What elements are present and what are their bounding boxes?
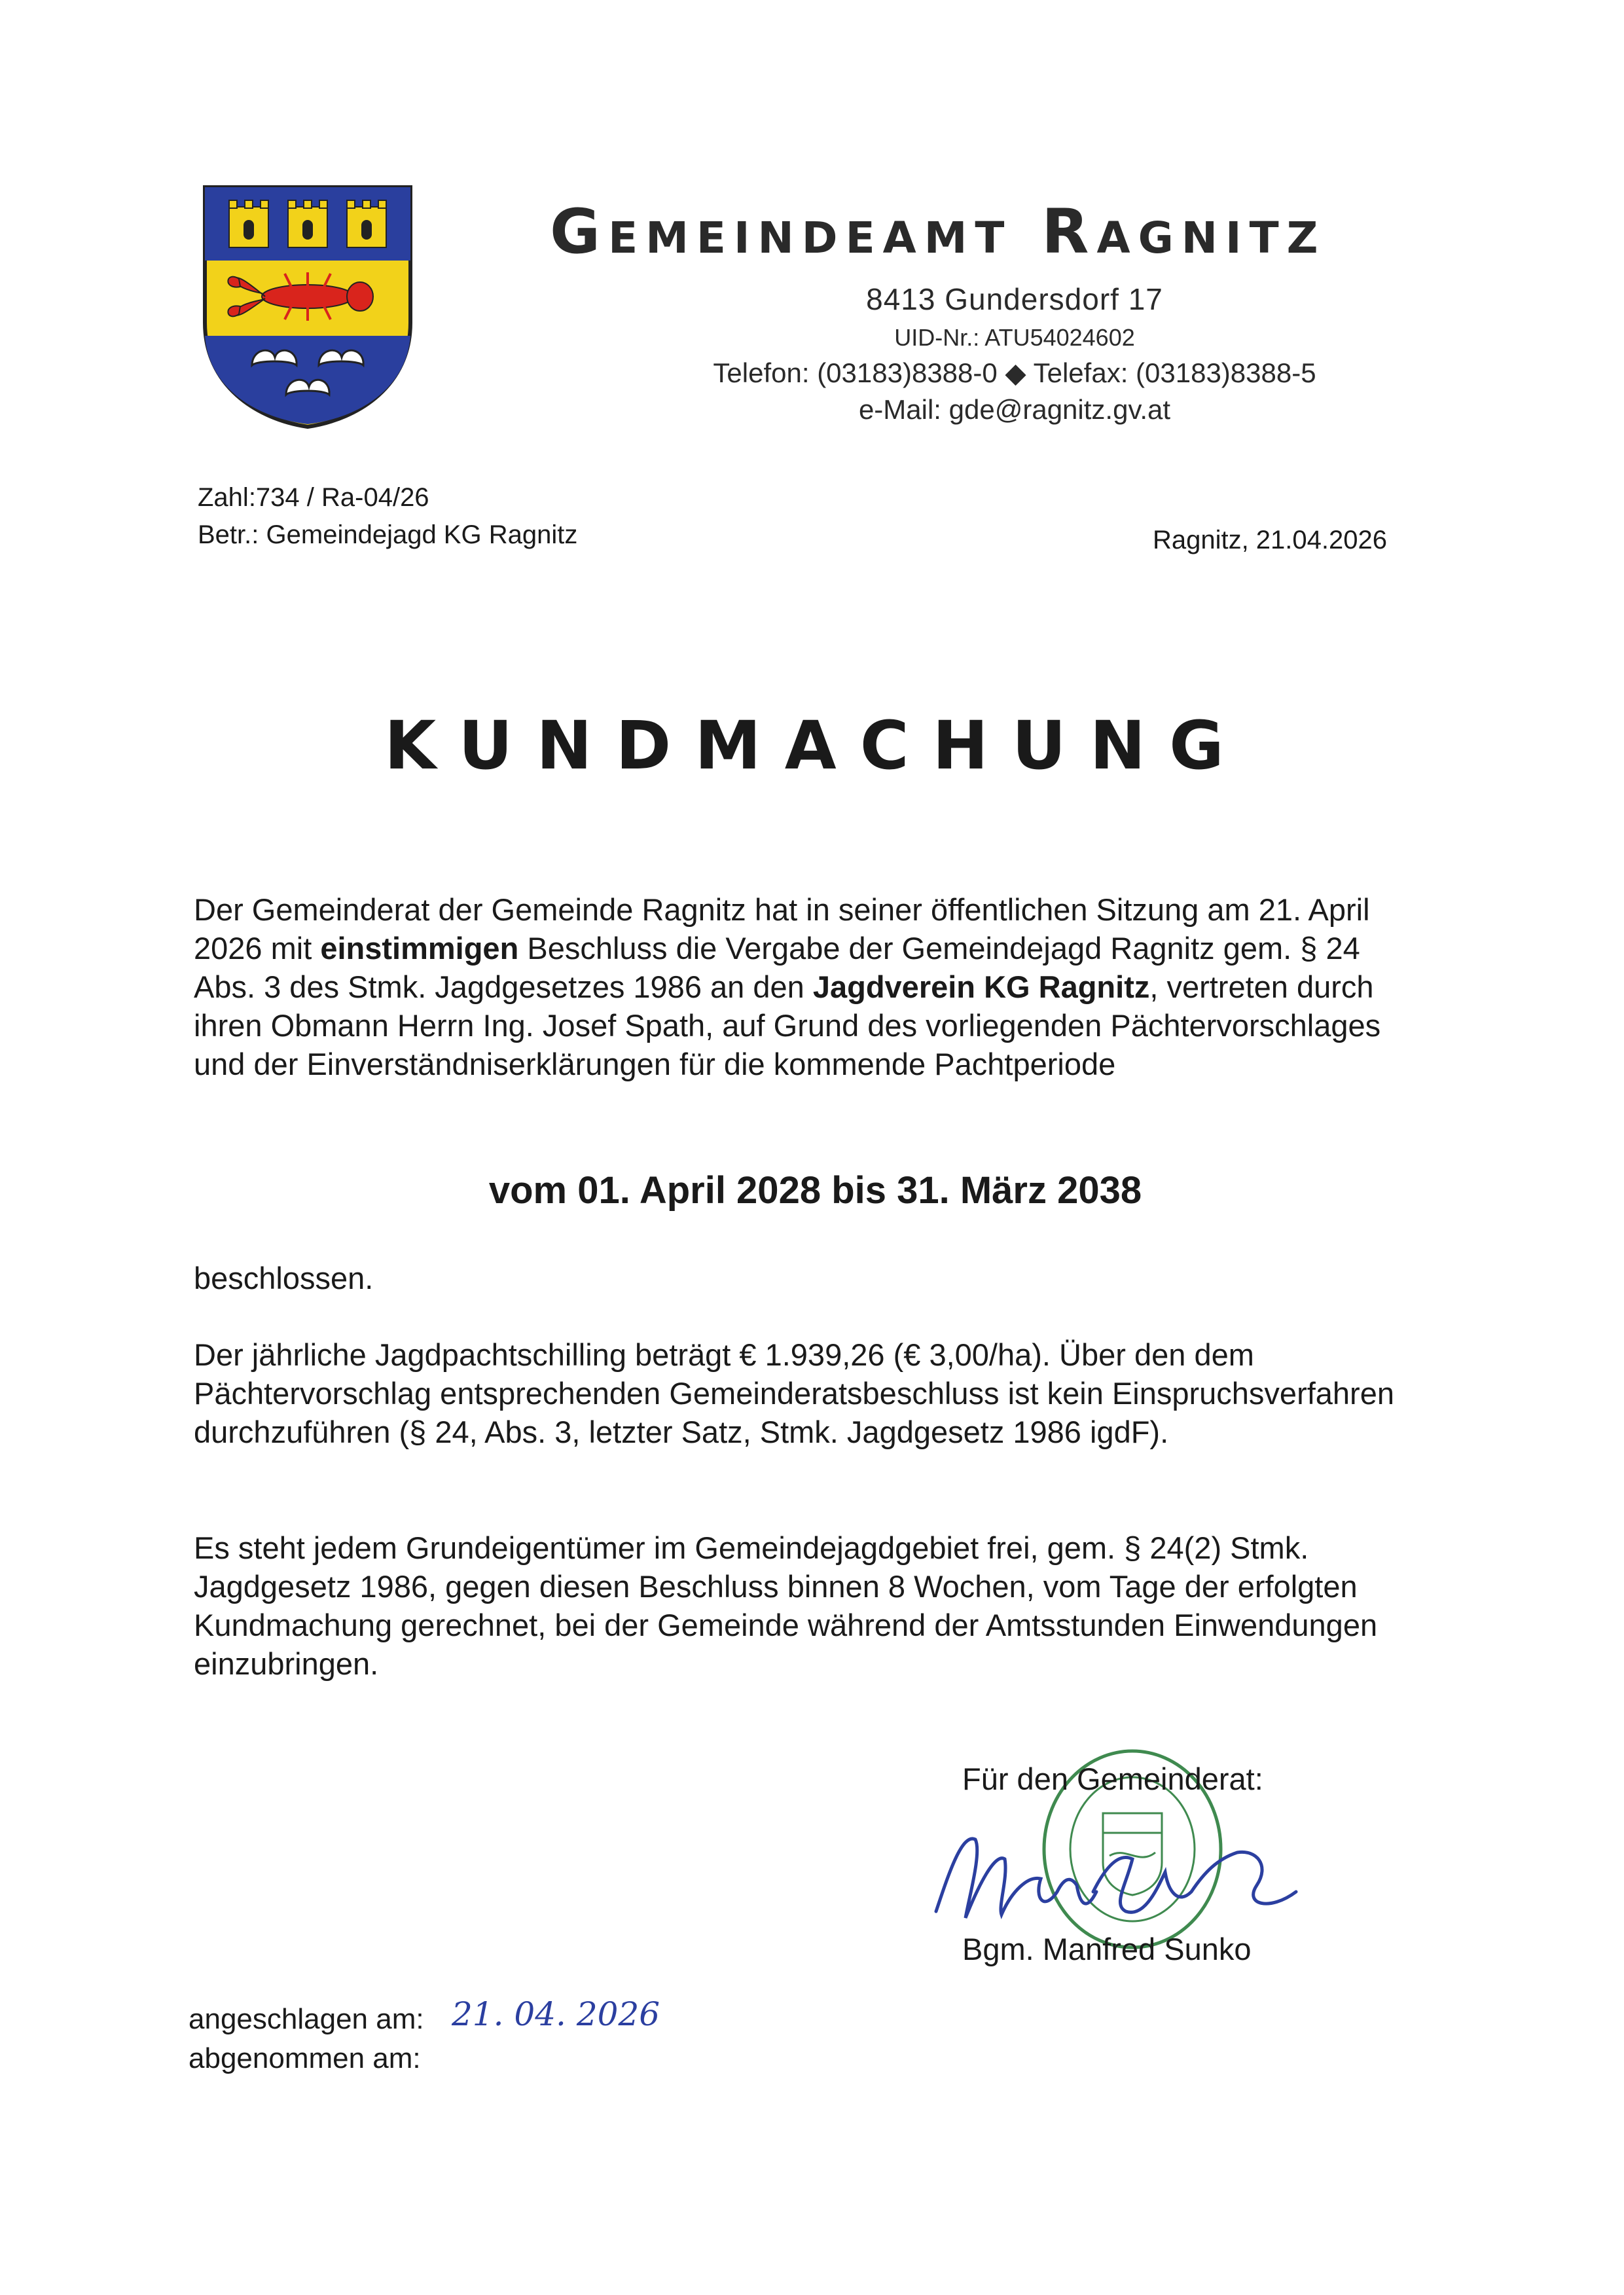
lease-period: vom 01. April 2028 bis 31. März 2038: [488, 1169, 1142, 1212]
subject-label: Betr.:: [198, 520, 259, 549]
decision-text-2: Beschluss die Vergabe der Gemeindejagd Ragnitz gem. § 24 Abs. 3 des Stmk. Jagdgesetzes 1986 an den: [194, 931, 1360, 1004]
signature-label: Für den Gemeinderat:: [962, 1762, 1263, 1796]
resolved-text: beschlossen.: [194, 1261, 374, 1295]
decision-unanimous: einstimmigen: [320, 931, 519, 966]
decision-text-1: Der Gemeinderat der Gemeinde Ragnitz hat in seiner öffentlichen Sitzung am 21. April 2026 mit: [194, 892, 1370, 966]
subject-line: [198, 520, 577, 550]
objection-paragraph: Es steht jedem Grundeigentümer im Gemeindejagdgebiet frei, gem. § 24(2) Stmk. Jagdgesetz 1986, gegen diesen Beschluss binnen 8 Wochen, vom Tage der erfolgten Kundmachung gerechnet, bei der Gemeinde während der Amtsstunden Einwendungen einzubringen.: [194, 1530, 1378, 1681]
lease-fee-paragraph: Der jährliche Jagdpachtschilling beträgt € 1.939,26 (€ 3,00/ha). Über den dem Pächtervorschlag entsprechenden Gemeinderatsbeschluss ist kein Einspruchsverfahren durchzuführen (§ 24, Abs. 3, letzter Satz, Stmk. Jagdgesetz 1986 igdF).: [194, 1337, 1394, 1449]
subject-value: Gemeindejagd KG Ragnitz: [266, 520, 578, 549]
place-date: Ragnitz, 21.04.2026: [1152, 526, 1387, 554]
office-uid: UID-Nr.: ATU54024602: [894, 324, 1135, 351]
document-title: KUNDMACHUNG: [384, 707, 1248, 785]
decision-lessee: Jagdverein KG Ragnitz: [812, 969, 1150, 1004]
office-address: 8413 Gundersdorf 17: [866, 282, 1163, 316]
decision-text-3: , vertreten durch ihren Obmann Herrn Ing. Josef Spath, auf Grund des vorliegenden Pächtervorschlages und der Einverständniserklärungen für die kommende Pachtperiode: [194, 969, 1381, 1081]
coat-of-arms-icon: [200, 182, 416, 431]
office-email: e-Mail: gde@ragnitz.gv.at: [858, 394, 1171, 425]
office-title: Gemeindeamt Ragnitz: [550, 196, 1326, 268]
reference-number: Zahl:734 / Ra-04/26: [198, 483, 429, 512]
handwritten-signature-icon: [929, 1813, 1322, 1931]
posted-date: 21. 04. 2026: [452, 1995, 660, 2033]
office-phone-fax: Telefon: (03183)8388-0 ◆ Telefax: (03183)8388-5: [713, 357, 1316, 388]
posted-label: angeschlagen am:: [189, 2003, 424, 2035]
decision-paragraph: [194, 890, 1424, 1083]
removed-label: abgenommen am:: [189, 2042, 421, 2074]
mayor-name: Bgm. Manfred Sunko: [962, 1932, 1252, 1966]
